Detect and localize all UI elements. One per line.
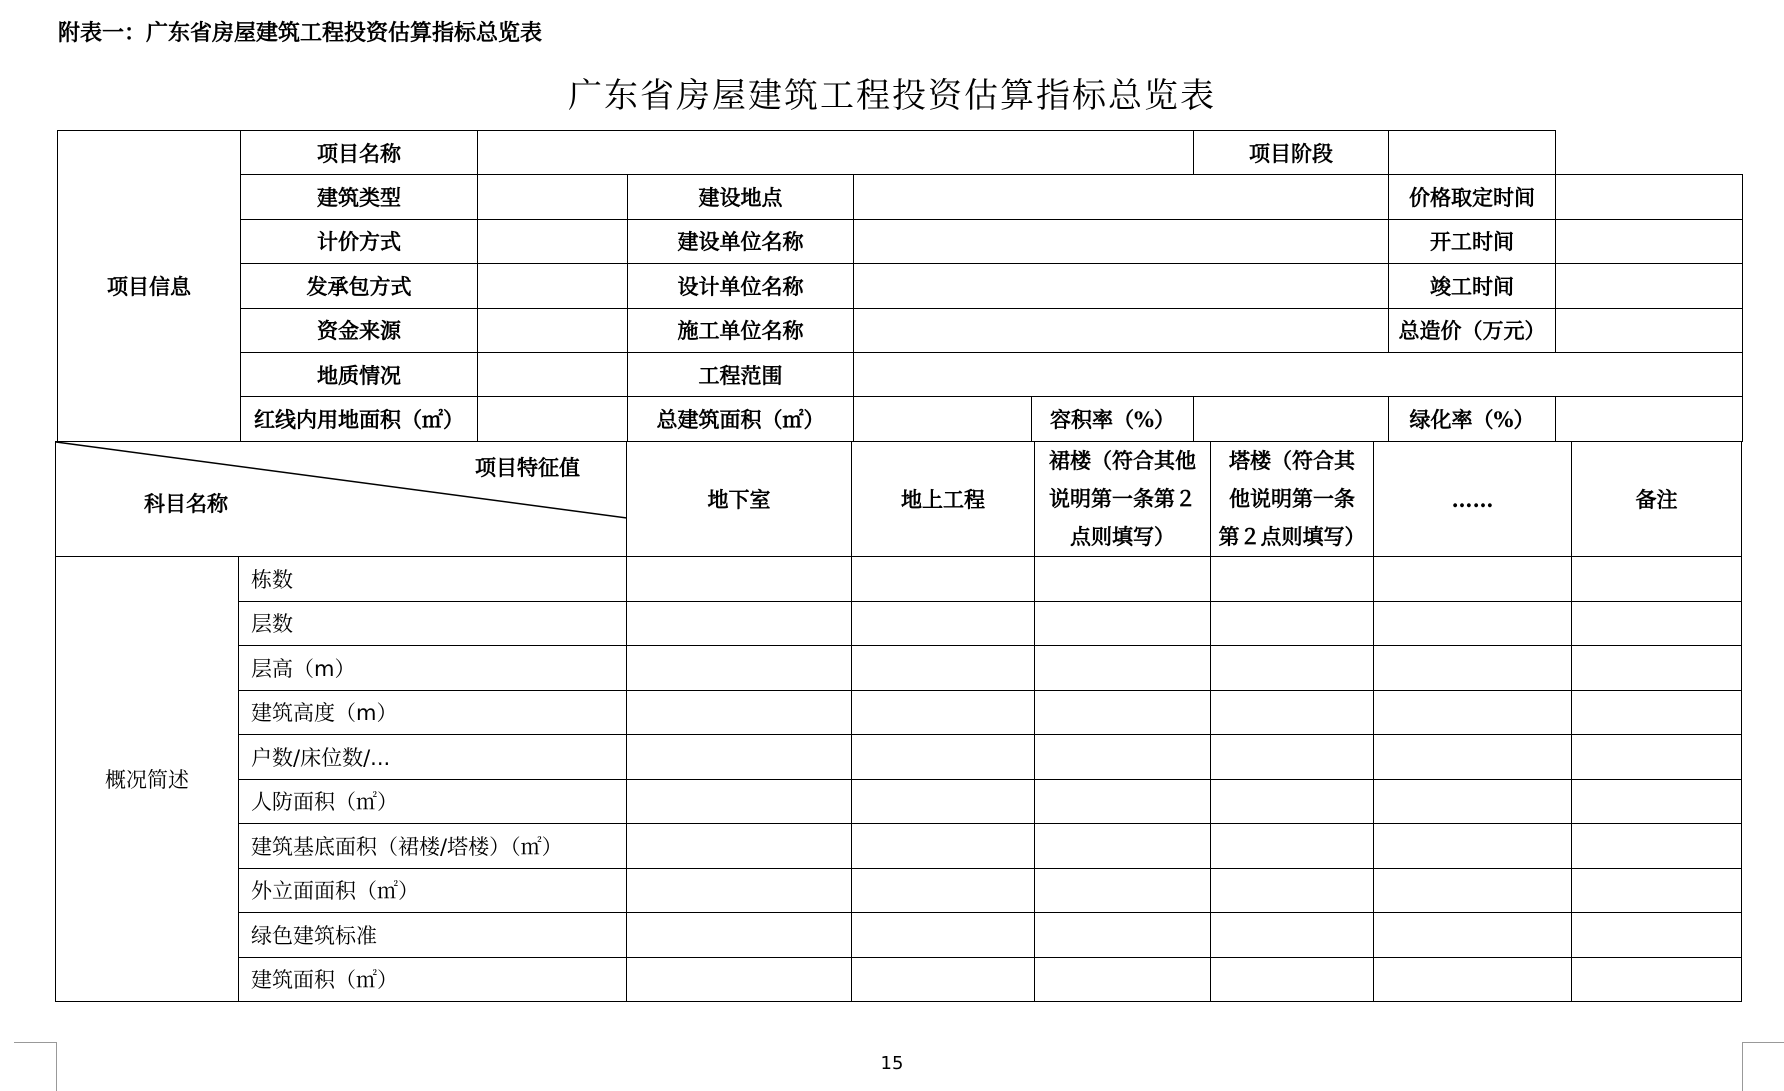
col-header-podium — [1035, 442, 1211, 557]
table-cell[interactable] — [627, 601, 852, 646]
table-cell[interactable] — [1374, 868, 1572, 913]
label-plot-ratio: 容积率（%） — [1032, 397, 1194, 441]
table-row — [56, 690, 1742, 735]
diagonal-header-top: 项目特征值 — [475, 455, 580, 480]
row-label: 建筑面积（㎡） — [239, 957, 627, 1002]
table-cell[interactable] — [852, 824, 1035, 869]
table-cell[interactable] — [1035, 913, 1211, 958]
col-header-above-ground: 地上工程 — [852, 442, 1035, 557]
col-header-podium-line: 说明第一条第２ — [1049, 486, 1196, 511]
label-gross-floor-area: 总建筑面积（㎡） — [628, 397, 854, 441]
table-row — [56, 735, 1742, 780]
table-cell[interactable] — [1374, 913, 1572, 958]
table-cell[interactable] — [1035, 824, 1211, 869]
table-cell[interactable] — [1211, 868, 1374, 913]
value-contract-mode[interactable] — [478, 264, 628, 308]
label-price-date: 价格取定时间 — [1389, 175, 1556, 219]
label-land-area: 红线内用地面积（㎡） — [241, 397, 478, 441]
value-price-date[interactable] — [1556, 175, 1743, 219]
value-completion-time[interactable] — [1556, 264, 1743, 308]
table-cell[interactable] — [1572, 601, 1742, 646]
col-header-basement: 地下室 — [627, 442, 852, 557]
table-row — [58, 131, 1743, 175]
table-row — [58, 397, 1743, 441]
table-cell[interactable] — [1572, 735, 1742, 780]
table-cell[interactable] — [1211, 557, 1374, 602]
value-gross-floor-area[interactable] — [854, 397, 1032, 441]
table-cell[interactable] — [852, 779, 1035, 824]
table-cell[interactable] — [627, 779, 852, 824]
col-header-remarks: 备注 — [1572, 442, 1742, 557]
row-label: 栋数 — [239, 557, 627, 602]
page-title: 广东省房屋建筑工程投资估算指标总览表 — [568, 76, 1216, 116]
value-design-unit[interactable] — [854, 264, 1389, 308]
appendix-caption: 附表一：广东省房屋建筑工程投资估算指标总览表 — [58, 21, 543, 46]
row-label: 绿色建筑标准 — [239, 913, 627, 958]
table-cell[interactable] — [1035, 601, 1211, 646]
value-owner-unit[interactable] — [854, 219, 1389, 263]
table-row — [56, 601, 1742, 646]
table-cell[interactable] — [1211, 824, 1374, 869]
table-cell[interactable] — [1374, 957, 1572, 1002]
label-fund-source: 资金来源 — [241, 308, 478, 352]
table-row — [58, 264, 1743, 308]
group-label-overview: 概况简述 — [56, 557, 239, 1002]
table-cell[interactable] — [1211, 779, 1374, 824]
table-cell[interactable] — [1572, 557, 1742, 602]
table-cell[interactable] — [1374, 690, 1572, 735]
table-cell[interactable] — [852, 913, 1035, 958]
table-cell[interactable] — [1035, 735, 1211, 780]
col-header-podium-line: 裙楼（符合其他 — [1049, 448, 1196, 473]
table-row — [58, 352, 1743, 396]
value-plot-ratio[interactable] — [1194, 397, 1389, 441]
label-building-type: 建筑类型 — [241, 175, 478, 219]
col-header-tower-line: 他说明第一条 — [1229, 486, 1355, 511]
table-row — [56, 557, 1742, 602]
table-cell[interactable] — [627, 735, 852, 780]
value-construction-site[interactable] — [854, 175, 1389, 219]
table-cell[interactable] — [1374, 646, 1572, 691]
table-cell[interactable] — [852, 957, 1035, 1002]
label-project-stage: 项目阶段 — [1194, 131, 1389, 175]
table-cell[interactable] — [852, 601, 1035, 646]
table-cell[interactable] — [627, 690, 852, 735]
table-cell[interactable] — [1035, 646, 1211, 691]
table-row — [56, 913, 1742, 958]
section-label-project-info: 项目信息 — [58, 131, 241, 442]
label-start-time: 开工时间 — [1389, 219, 1556, 263]
table-row — [56, 957, 1742, 1002]
label-owner-unit: 建设单位名称 — [628, 219, 854, 263]
table-cell[interactable] — [627, 824, 852, 869]
table-row — [58, 219, 1743, 263]
table-cell[interactable] — [1572, 779, 1742, 824]
value-green-ratio[interactable] — [1556, 397, 1743, 441]
table-cell[interactable] — [1572, 957, 1742, 1002]
label-green-ratio: 绿化率（%） — [1389, 397, 1556, 441]
table-cell[interactable] — [1035, 957, 1211, 1002]
table-cell[interactable] — [1374, 779, 1572, 824]
value-fund-source[interactable] — [478, 308, 628, 352]
table-cell[interactable] — [1374, 735, 1572, 780]
col-header-tower-line: 塔楼（符合其 — [1229, 448, 1355, 473]
table-row — [58, 308, 1743, 352]
table-cell[interactable] — [1035, 868, 1211, 913]
table-cell[interactable] — [627, 868, 852, 913]
table-row — [56, 868, 1742, 913]
table-cell[interactable] — [1374, 601, 1572, 646]
project-info-table — [57, 130, 1743, 442]
feature-table — [55, 441, 1742, 1002]
label-geology: 地质情况 — [241, 352, 478, 396]
label-scope: 工程范围 — [628, 352, 854, 396]
row-label: 建筑基底面积（裙楼/塔楼）（㎡） — [239, 824, 627, 869]
table-cell[interactable] — [1374, 557, 1572, 602]
table-cell[interactable] — [1211, 957, 1374, 1002]
table-cell[interactable] — [1035, 557, 1211, 602]
table-cell[interactable] — [1572, 868, 1742, 913]
table-cell[interactable] — [627, 646, 852, 691]
diagonal-header-cell — [56, 442, 627, 557]
table-cell[interactable] — [852, 868, 1035, 913]
label-construction-site: 建设地点 — [628, 175, 854, 219]
row-label: 人防面积（㎡） — [239, 779, 627, 824]
row-label: 层高（m） — [239, 646, 627, 691]
row-label: 户数/床位数/... — [239, 735, 627, 780]
table-row — [56, 824, 1742, 869]
table-cell[interactable] — [852, 557, 1035, 602]
value-scope[interactable] — [854, 352, 1743, 396]
table-cell[interactable] — [1374, 824, 1572, 869]
diagonal-header-bottom: 科目名称 — [144, 491, 228, 516]
table-cell[interactable] — [852, 646, 1035, 691]
table-cell[interactable] — [852, 690, 1035, 735]
table-cell[interactable] — [1211, 601, 1374, 646]
table-row — [56, 779, 1742, 824]
table-cell[interactable] — [1035, 779, 1211, 824]
table-cell[interactable] — [1572, 690, 1742, 735]
table-cell[interactable] — [1035, 690, 1211, 735]
row-label: 外立面面积（㎡） — [239, 868, 627, 913]
value-building-type[interactable] — [478, 175, 628, 219]
value-start-time[interactable] — [1556, 219, 1743, 263]
table-cell[interactable] — [627, 957, 852, 1002]
table-row — [58, 175, 1743, 219]
row-label: 层数 — [239, 601, 627, 646]
table-cell[interactable] — [627, 557, 852, 602]
col-header-podium-line: 点则填写） — [1070, 524, 1175, 549]
value-pricing-method[interactable] — [478, 219, 628, 263]
label-completion-time: 竣工时间 — [1389, 264, 1556, 308]
value-geology[interactable] — [478, 352, 628, 396]
table-cell[interactable] — [852, 735, 1035, 780]
col-header-tower-line: 第２点则填写） — [1218, 524, 1366, 549]
label-contractor-unit: 施工单位名称 — [628, 308, 854, 352]
table-cell[interactable] — [1211, 690, 1374, 735]
value-contractor-unit[interactable] — [854, 308, 1389, 352]
label-project-name: 项目名称 — [241, 131, 478, 175]
col-header-tower — [1211, 442, 1374, 557]
label-contract-mode: 发承包方式 — [241, 264, 478, 308]
label-total-cost: 总造价（万元） — [1389, 308, 1556, 352]
table-cell[interactable] — [1211, 735, 1374, 780]
value-project-name[interactable] — [478, 131, 1194, 175]
label-pricing-method: 计价方式 — [241, 219, 478, 263]
table-cell[interactable] — [1572, 824, 1742, 869]
label-design-unit: 设计单位名称 — [628, 264, 854, 308]
table-cell[interactable] — [1211, 913, 1374, 958]
feature-header-row — [56, 442, 1742, 557]
table-cell[interactable] — [1211, 646, 1374, 691]
col-header-more: …… — [1374, 442, 1572, 557]
table-row — [56, 646, 1742, 691]
table-cell[interactable] — [1572, 646, 1742, 691]
value-land-area[interactable] — [478, 397, 628, 441]
row-label: 建筑高度（m） — [239, 690, 627, 735]
page-number: 15 — [880, 1053, 904, 1074]
table-cell[interactable] — [627, 913, 852, 958]
table-cell[interactable] — [1572, 913, 1742, 958]
value-total-cost[interactable] — [1556, 308, 1743, 352]
value-project-stage[interactable] — [1389, 131, 1556, 175]
